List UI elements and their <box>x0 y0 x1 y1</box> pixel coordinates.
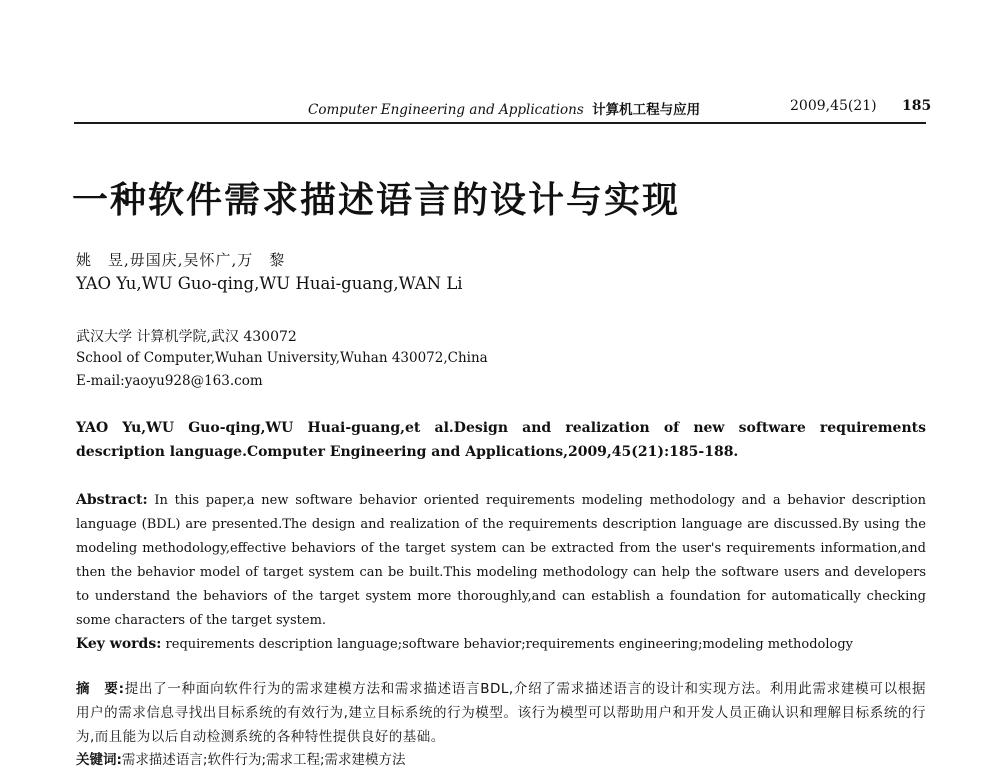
abstract-en <box>76 488 926 633</box>
keywords-cn-label: 关键词: <box>76 752 122 768</box>
abstract-cn-label: 摘 要: <box>76 681 125 697</box>
running-header-journal <box>308 98 700 118</box>
keywords-en <box>76 632 926 657</box>
journal-name-cn: 计算机工程与应用 <box>592 102 701 118</box>
abstract-cn-text: 提出了一种面向软件行为的需求建模方法和需求描述语言BDL,介绍了需求描述语言的设计和实现方法。利用此需求建模可以根据用户的需求信息寻找出目标系统的有效行为,建立目标系统的行为模型。该行为模型可以帮助用户和开发人员正确认识和理解目标系统的行为,而且能为以后自动检测系统的各种特性提供良好的基础。 <box>76 681 927 745</box>
abstract-text: In this paper,a new software behavior oriented requirements modeling methodology and a behavior description language (BDL) are presented.The design and realization of the requirements description language are discussed.By using the modeling methodology,effective behaviors of the target system can be extracted from the user's requirements information,and then the behavior model of target system can be built.This modeling methodology can help the software users and developers to understand the behaviors of the target system more thoroughly,and can establish a foundation for automatically checking some characters of the target system. <box>76 493 926 628</box>
abstract-label: Abstract: <box>76 492 148 508</box>
page-number: 185 <box>902 98 932 114</box>
keywords-cn <box>76 748 926 772</box>
keywords-cn-text: 需求描述语言;软件行为;需求工程;需求建模方法 <box>121 752 406 768</box>
paper-title: 一种软件需求描述语言的设计与实现 <box>72 179 681 221</box>
authors-cn: 姚 昱,毋国庆,吴怀广,万 黎 <box>76 251 286 269</box>
citation: YAO Yu,WU Guo-qing,WU Huai-guang,et al.Design and realization of new software requirements description language.Computer Engineering and Applications,2009,45(21):185-188. <box>76 420 926 460</box>
keywords-text: requirements description language;software behavior;requirements engineering;modeling methodology <box>165 637 854 652</box>
author-email: E-mail:yaoyu928@163.com <box>76 373 263 389</box>
authors-en: YAO Yu,WU Guo-qing,WU Huai-guang,WAN Li <box>76 274 463 293</box>
abstract-cn <box>76 677 926 749</box>
volume-issue: 2009,45(21) <box>790 98 877 114</box>
keywords-label: Key words: <box>76 636 162 652</box>
journal-name-en: Computer Engineering and Applications <box>308 102 584 118</box>
affiliation-en: School of Computer,Wuhan University,Wuhan 430072,China <box>76 350 488 366</box>
affiliation-cn: 武汉大学 计算机学院,武汉 430072 <box>76 329 297 345</box>
header-rule <box>74 122 926 124</box>
